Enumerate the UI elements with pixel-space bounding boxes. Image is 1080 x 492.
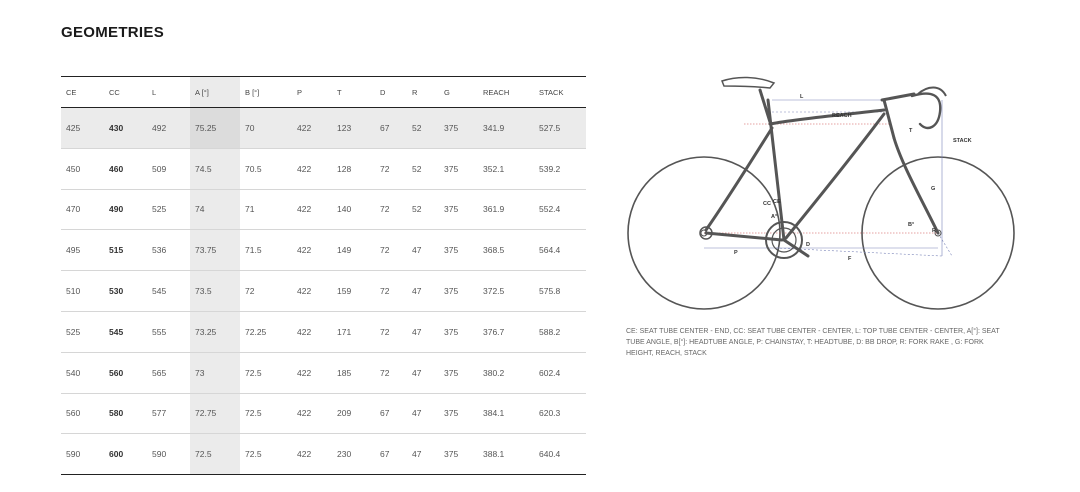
- cell-t: 209: [332, 393, 375, 434]
- cell-g: 375: [439, 393, 478, 434]
- cell-d: 72: [375, 271, 407, 312]
- cell-stack: 564.4: [534, 230, 586, 271]
- top-tube: [770, 110, 884, 124]
- cell-reach: 380.2: [478, 352, 534, 393]
- cell-ce: 560: [61, 393, 104, 434]
- cell-stack: 640.4: [534, 434, 586, 475]
- cell-l: 577: [147, 393, 190, 434]
- cell-a: 73.25: [190, 311, 240, 352]
- cell-stack: 552.4: [534, 189, 586, 230]
- cell-r: 47: [407, 230, 439, 271]
- table-row: [61, 352, 586, 393]
- cell-r: 52: [407, 108, 439, 149]
- cell-reach: 368.5: [478, 230, 534, 271]
- table-row: [61, 230, 586, 271]
- table-row: [61, 108, 586, 149]
- diagram-label-l: L: [800, 94, 804, 100]
- diagram-label-f: F: [848, 256, 852, 262]
- diagram-label-d: D: [806, 242, 810, 248]
- seat-stay: [706, 128, 772, 230]
- cell-g: 375: [439, 271, 478, 312]
- column-header-d: D: [375, 77, 407, 108]
- cell-r: 47: [407, 311, 439, 352]
- cell-t: 230: [332, 434, 375, 475]
- cell-cc: 560: [104, 352, 147, 393]
- cell-stack: 620.3: [534, 393, 586, 434]
- cell-p: 422: [292, 189, 332, 230]
- cell-b: 70: [240, 108, 292, 149]
- cell-l: 565: [147, 352, 190, 393]
- cell-g: 375: [439, 230, 478, 271]
- cell-ce: 450: [61, 148, 104, 189]
- cell-t: 159: [332, 271, 375, 312]
- cell-a: 74: [190, 189, 240, 230]
- cell-l: 555: [147, 311, 190, 352]
- cell-d: 67: [375, 393, 407, 434]
- cell-r: 47: [407, 352, 439, 393]
- column-header-g: G: [439, 77, 478, 108]
- diagram-label-g: G: [931, 186, 936, 192]
- diagram-label-a: A°: [771, 214, 778, 220]
- table-row: [61, 311, 586, 352]
- cell-stack: 539.2: [534, 148, 586, 189]
- cell-d: 72: [375, 352, 407, 393]
- column-header-r: R: [407, 77, 439, 108]
- cell-p: 422: [292, 352, 332, 393]
- table-row: [61, 434, 586, 475]
- cell-d: 72: [375, 230, 407, 271]
- cell-t: 149: [332, 230, 375, 271]
- diagram-label-b: B°: [908, 222, 915, 228]
- diagram-label-t: T: [909, 128, 913, 134]
- cell-ce: 470: [61, 189, 104, 230]
- cell-b: 72.5: [240, 352, 292, 393]
- diagram-label-stack: STACK: [953, 138, 972, 144]
- cell-l: 525: [147, 189, 190, 230]
- cell-t: 123: [332, 108, 375, 149]
- cell-ce: 525: [61, 311, 104, 352]
- page-title: GEOMETRIES: [61, 24, 165, 41]
- cell-d: 72: [375, 189, 407, 230]
- cell-d: 72: [375, 148, 407, 189]
- cell-a: 73: [190, 352, 240, 393]
- table-row: [61, 148, 586, 189]
- cell-b: 70.5: [240, 148, 292, 189]
- cell-l: 492: [147, 108, 190, 149]
- cell-cc: 545: [104, 311, 147, 352]
- chain-stay: [706, 233, 782, 240]
- cell-cc: 515: [104, 230, 147, 271]
- cell-reach: 352.1: [478, 148, 534, 189]
- cell-t: 185: [332, 352, 375, 393]
- cell-ce: 495: [61, 230, 104, 271]
- cell-p: 422: [292, 148, 332, 189]
- cell-p: 422: [292, 311, 332, 352]
- cell-r: 47: [407, 393, 439, 434]
- bike-geometry-diagram: [622, 70, 1022, 310]
- cell-p: 422: [292, 108, 332, 149]
- cell-g: 375: [439, 189, 478, 230]
- cell-stack: 602.4: [534, 352, 586, 393]
- column-header-stack: STACK: [534, 77, 586, 108]
- column-header-t: T: [332, 77, 375, 108]
- diagram-label-cc: CC: [763, 201, 771, 207]
- cell-ce: 590: [61, 434, 104, 475]
- cell-stack: 588.2: [534, 311, 586, 352]
- handlebar: [912, 94, 940, 128]
- cell-reach: 376.7: [478, 311, 534, 352]
- cell-d: 67: [375, 108, 407, 149]
- cell-b: 72.5: [240, 434, 292, 475]
- cell-reach: 384.1: [478, 393, 534, 434]
- column-header-b: B [°]: [240, 77, 292, 108]
- table-header-row: [61, 77, 586, 108]
- cell-l: 509: [147, 148, 190, 189]
- cell-p: 422: [292, 230, 332, 271]
- cell-reach: 372.5: [478, 271, 534, 312]
- cell-l: 590: [147, 434, 190, 475]
- cell-reach: 361.9: [478, 189, 534, 230]
- cell-b: 72: [240, 271, 292, 312]
- cell-r: 47: [407, 434, 439, 475]
- head-tube: [884, 100, 894, 138]
- cell-ce: 510: [61, 271, 104, 312]
- cell-cc: 600: [104, 434, 147, 475]
- cell-g: 375: [439, 434, 478, 475]
- cell-g: 375: [439, 352, 478, 393]
- cell-r: 52: [407, 148, 439, 189]
- stem: [882, 94, 914, 100]
- cell-l: 536: [147, 230, 190, 271]
- column-header-p: P: [292, 77, 332, 108]
- cell-ce: 425: [61, 108, 104, 149]
- cell-p: 422: [292, 434, 332, 475]
- column-header-reach: REACH: [478, 77, 534, 108]
- cell-cc: 580: [104, 393, 147, 434]
- cell-a: 74.5: [190, 148, 240, 189]
- diagram-label-ce: CE: [773, 199, 781, 205]
- cell-t: 140: [332, 189, 375, 230]
- cell-b: 72.25: [240, 311, 292, 352]
- table-row: [61, 271, 586, 312]
- cell-g: 375: [439, 148, 478, 189]
- table-row: [61, 189, 586, 230]
- cell-b: 71.5: [240, 230, 292, 271]
- cell-d: 67: [375, 434, 407, 475]
- table-row: [61, 393, 586, 434]
- cell-r: 52: [407, 189, 439, 230]
- column-header-ce: CE: [61, 77, 104, 108]
- cell-reach: 388.1: [478, 434, 534, 475]
- saddle: [722, 77, 774, 88]
- cell-t: 171: [332, 311, 375, 352]
- cell-g: 375: [439, 108, 478, 149]
- cell-reach: 341.9: [478, 108, 534, 149]
- cell-cc: 430: [104, 108, 147, 149]
- diagram-label-reach: REACH: [832, 113, 852, 119]
- cell-p: 422: [292, 393, 332, 434]
- diagram-label-r: R: [932, 228, 936, 234]
- cell-stack: 527.5: [534, 108, 586, 149]
- cell-l: 545: [147, 271, 190, 312]
- geometry-table: [61, 76, 586, 475]
- cell-cc: 460: [104, 148, 147, 189]
- cell-ce: 540: [61, 352, 104, 393]
- cell-b: 72.5: [240, 393, 292, 434]
- cell-cc: 490: [104, 189, 147, 230]
- cell-g: 375: [439, 311, 478, 352]
- diagram-caption: CE: SEAT TUBE CENTER - END, CC: SEAT TUBE CENTER - CENTER, L: TOP TUBE CENTER - CENTER, A[°]: SEAT TUBE ANGLE, B[°]: HEADTUBE ANGLE, P: CHAINSTAY, T: HEADTUBE, D: BB DROP, R: FORK RAKE , G: FORK HEIGHT, REACH, STACK: [626, 328, 1000, 357]
- cell-t: 128: [332, 148, 375, 189]
- column-header-cc: CC: [104, 77, 147, 108]
- column-header-l: L: [147, 77, 190, 108]
- diagram-label-p: P: [734, 250, 738, 256]
- cell-p: 422: [292, 271, 332, 312]
- column-header-a: A [°]: [190, 77, 240, 108]
- down-tube: [786, 114, 884, 238]
- cell-a: 75.25: [190, 108, 240, 149]
- cell-cc: 530: [104, 271, 147, 312]
- cell-a: 73.75: [190, 230, 240, 271]
- cell-a: 73.5: [190, 271, 240, 312]
- cell-a: 72.5: [190, 434, 240, 475]
- cell-d: 72: [375, 311, 407, 352]
- cell-r: 47: [407, 271, 439, 312]
- cell-stack: 575.8: [534, 271, 586, 312]
- cell-a: 72.75: [190, 393, 240, 434]
- cell-b: 71: [240, 189, 292, 230]
